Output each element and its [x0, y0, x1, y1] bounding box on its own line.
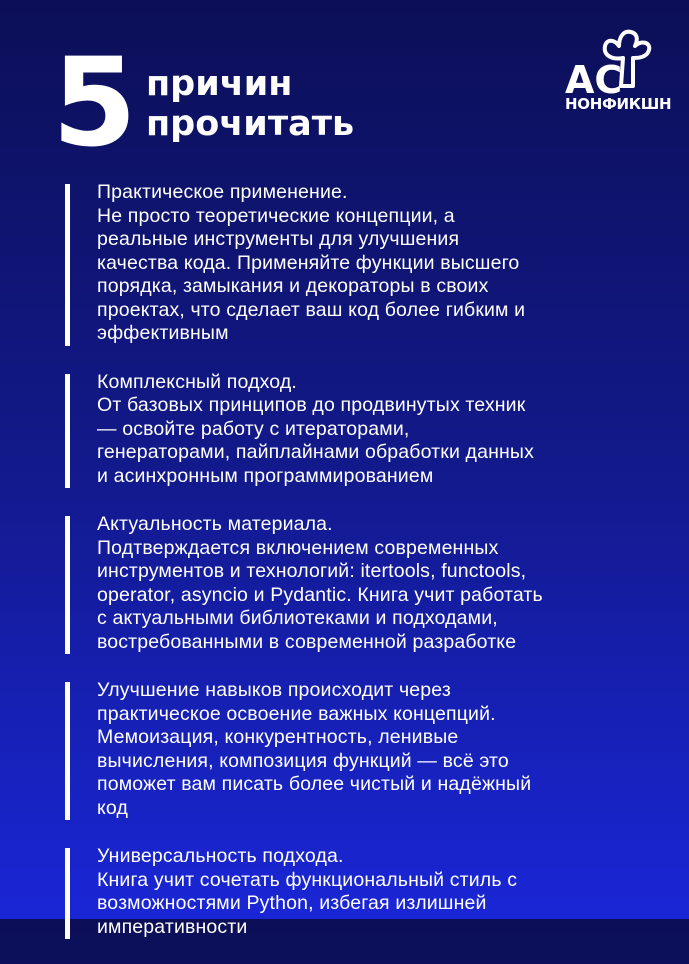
- reason-bar: [65, 516, 70, 654]
- reason-item: [65, 513, 665, 654]
- reason-text: Комплексный подход. От базовых принципов до продвинутых техник — освойте работу с итераторами, генераторами, пайплайнами обработки данных и асинхронным программированием: [97, 370, 534, 487]
- reason-bar: [65, 184, 70, 346]
- logo-sub-text: НОНФИКШН: [565, 95, 672, 113]
- reason-bar: [65, 848, 70, 939]
- reason-item: [65, 845, 665, 939]
- reason-item: [65, 181, 665, 346]
- reason-text: Универсальность подхода. Книга учит сочетать функциональный стиль с возможностями Python, избегая излишней императивности: [97, 845, 518, 938]
- big-number: 5: [52, 32, 135, 174]
- reason-item: [65, 371, 665, 489]
- reason-text: Практическое применение. Не просто теоретические концепции, а реальные инструменты для улучшения качества кода. Применяйте функции высшего порядка, замыкания и декораторы в своих проектах, что сделает ваш код более гибким и эффективным: [97, 181, 526, 344]
- publisher-logo: [563, 28, 672, 118]
- reasons-list: [65, 181, 665, 964]
- page-title: [146, 64, 354, 144]
- reason-text: Улучшение навыков происходит через практическое освоение важных концепций. Мемоизация, конкурентность, ленивые вычисления, композиция функций — всё это поможет вам писать более чистый и надёжный код: [97, 679, 532, 819]
- logo-main-text: АС: [565, 58, 623, 102]
- title-line-2: прочитать: [146, 104, 355, 144]
- reason-item: [65, 679, 665, 820]
- header: [52, 32, 652, 174]
- reason-text: Актуальность материала. Подтверждается включением современных инструментов и технологий: itertools, functools, operator, asyncio и Pydantic. Книга учит работать с актуальными библиотеками и подходами, востребованными в современной разработке: [97, 513, 543, 653]
- reason-bar: [65, 374, 70, 489]
- title-line-1: причин: [146, 64, 293, 104]
- reason-bar: [65, 682, 70, 820]
